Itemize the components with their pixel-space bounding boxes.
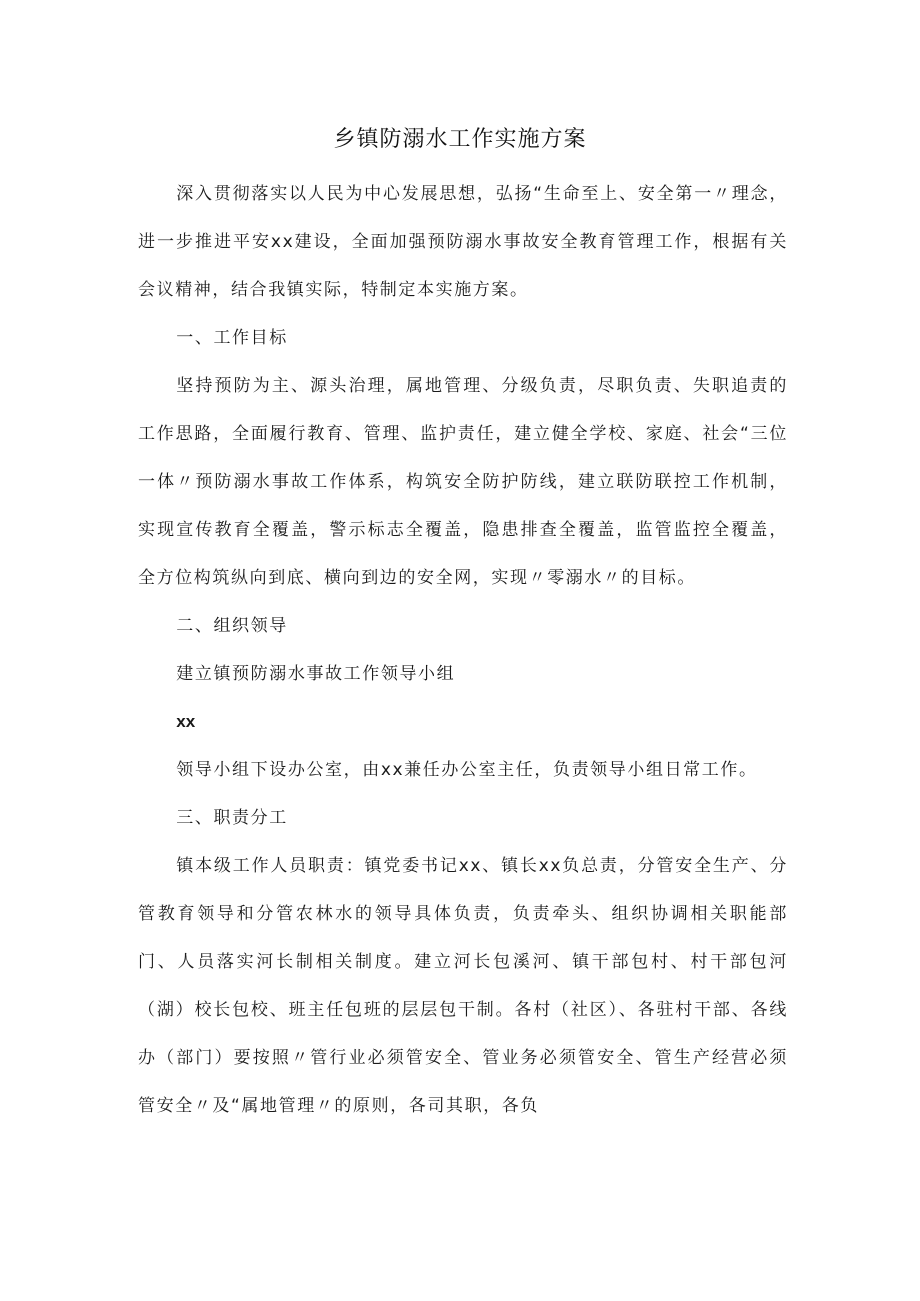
section-heading-organization: 二、组织领导 bbox=[176, 616, 288, 636]
office-paragraph: 领导小组下设办公室，由xx兼任办公室主任，负责领导小组日常工作。 bbox=[176, 760, 758, 780]
organization-paragraph: 建立镇预防溺水事故工作领导小组 bbox=[176, 664, 456, 684]
leadership-members-line: xx bbox=[176, 712, 196, 731]
responsibilities-paragraph: 镇本级工作人员职责：镇党委书记xx、镇长xx负总责，分管安全生产、分管教育领导和分管农林水的领导具体负责，负责牵头、组织协调相关职能部门、人员落实河长制相关制度。建立河长包溪河、镇干部包村、村干部包河（湖）校长包校、班主任包班的层层包干制。各村（社区）、各驻村干部、各线办（部门）要按照〃管行业必须管安全、管业务必须管安全、管生产经营必须管安全〃及“属地管理〃的原则，各司其职，各负 bbox=[138, 856, 788, 1116]
intro-paragraph: 深入贯彻落实以人民为中心发展思想，弘扬“生命至上、安全第一〃理念，进一步推进平安xx建设，全面加强预防溺水事故安全教育管理工作，根据有关会议精神，结合我镇实际，特制定本实施方案。 bbox=[138, 184, 788, 300]
section-heading-work-goals: 一、工作目标 bbox=[176, 328, 288, 348]
section-heading-responsibilities: 三、职责分工 bbox=[176, 808, 288, 828]
document-title: 乡镇防溺水工作实施方案 bbox=[333, 127, 587, 152]
document-body bbox=[138, 170, 788, 1130]
work-goals-paragraph: 坚持预防为主、源头治理，属地管理、分级负责，尽职负责、失职追责的工作思路，全面履行教育、管理、监护责任，建立健全学校、家庭、社会“三位一体〃预防溺水事故工作体系，构筑安全防护防线，建立联防联控工作机制，实现宣传教育全覆盖，警示标志全覆盖，隐患排查全覆盖，监管监控全覆盖，全方位构筑纵向到底、横向到边的安全网，实现〃零溺水〃的目标。 bbox=[138, 376, 788, 588]
